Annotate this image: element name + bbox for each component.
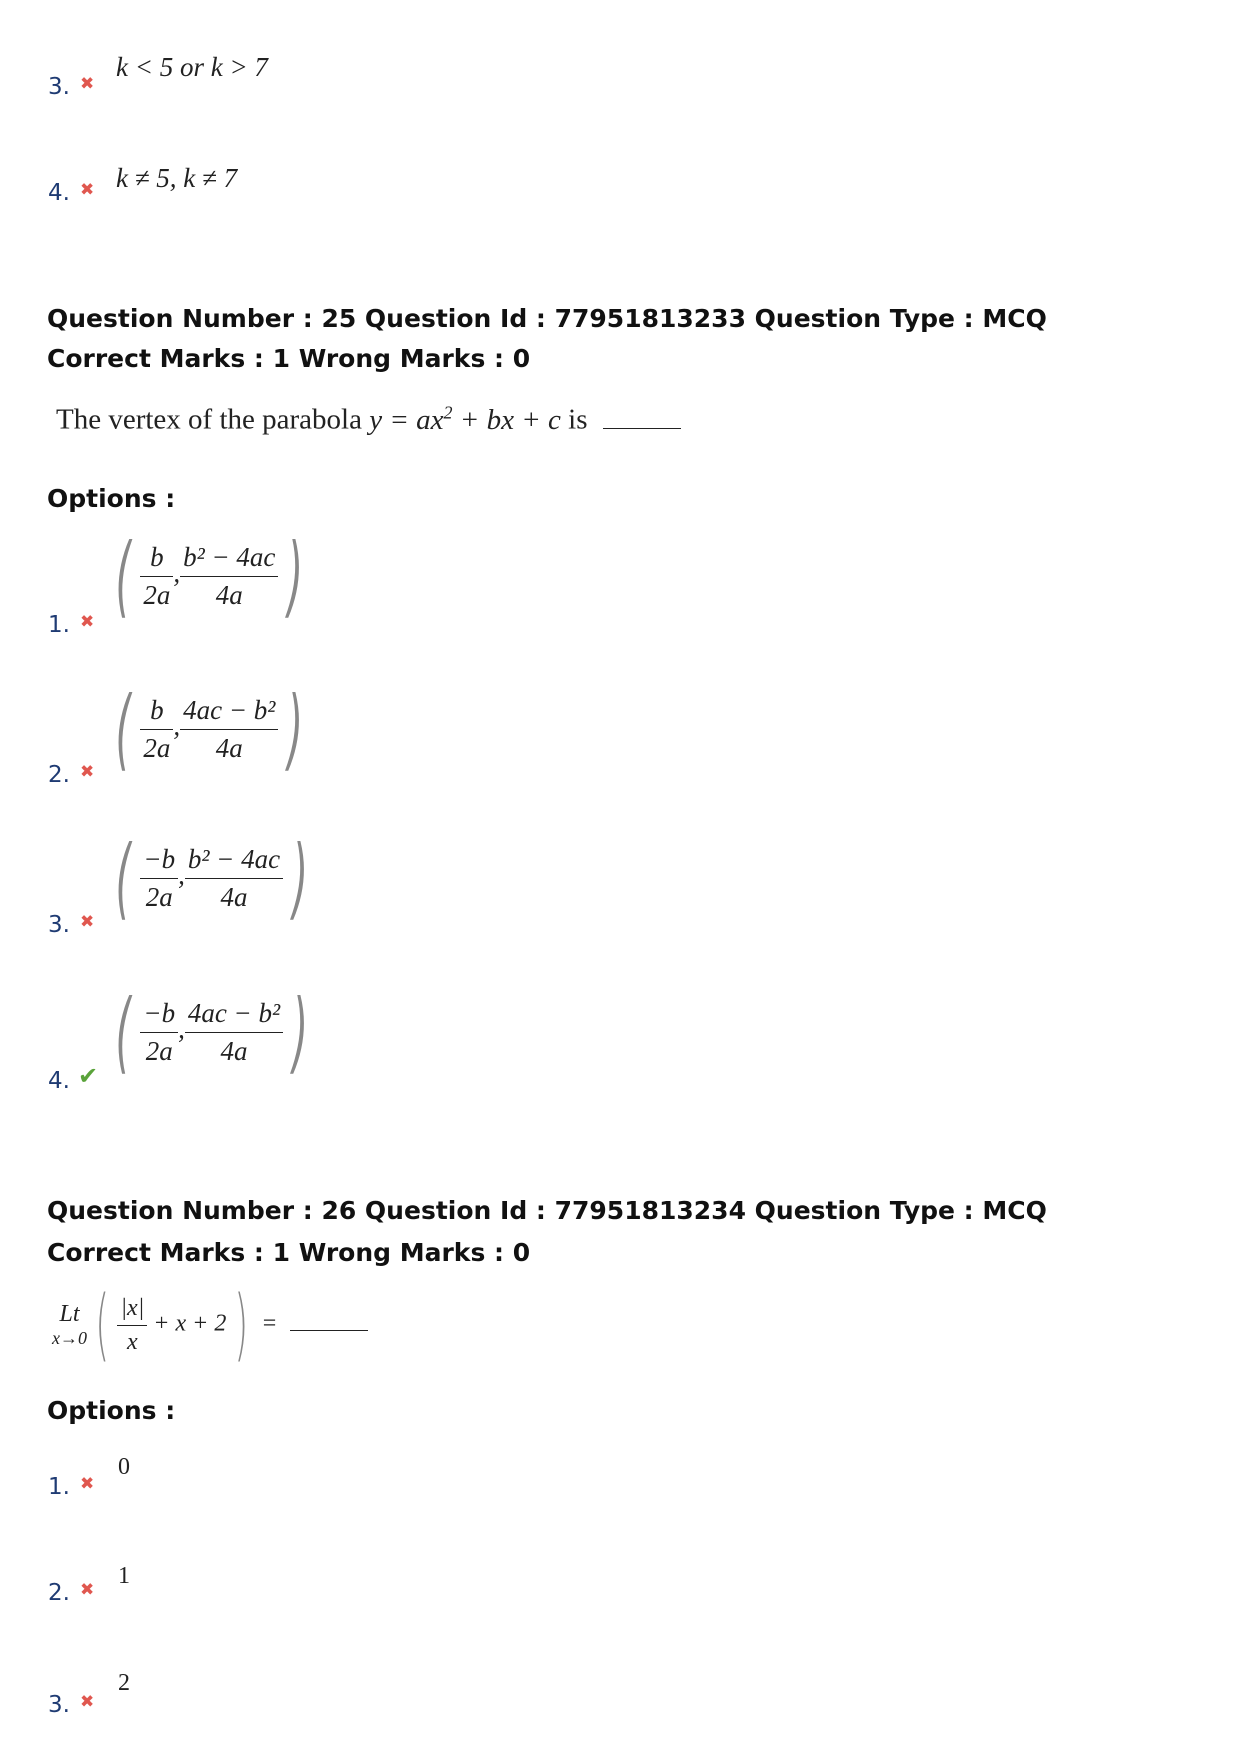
option-expression: ( $\frac{b}{2a}$ , $\frac{\text{4ac − b²}}{4a}$ ) (115, 677, 304, 780)
fraction-denominator: x (127, 1328, 138, 1355)
option-number: 2. (48, 1580, 70, 1606)
question-suffix: is (568, 403, 588, 436)
option-text: 0 (118, 1454, 130, 1480)
x-numerator: b (140, 695, 173, 730)
option-number: 1. (48, 612, 70, 638)
y-numerator: b² − 4ac (180, 542, 278, 577)
equals-sign: = (262, 1310, 277, 1337)
question-header: Question Number : 26 Question Id : 77951813234 Question Type : MCQ (47, 1196, 1047, 1225)
y-denominator: 4a (220, 881, 248, 912)
limit-label: Lt (59, 1301, 80, 1327)
cross-icon: ✖ (80, 762, 95, 782)
x-denominator: 2a (143, 732, 171, 763)
marks-header: Correct Marks : 1 Wrong Marks : 0 (47, 1238, 531, 1267)
option-number: 2. (48, 762, 70, 788)
y-denominator: 4a (215, 579, 243, 610)
question-text: Lt x→0 ( $\frac{|x|}{x}$ + x + 2 ) = (52, 1286, 368, 1364)
question-text (56, 402, 681, 437)
option-text: 2 (118, 1670, 130, 1696)
answer-blank (290, 1330, 368, 1331)
question-prefix: The vertex of the parabola (56, 403, 362, 436)
cross-icon: ✖ (80, 1474, 95, 1494)
options-label: Options : (47, 1396, 176, 1425)
y-numerator: 4ac − b² (180, 695, 278, 730)
expression-tail: + x + 2 (153, 1310, 227, 1337)
option-expression: ( $\frac{b}{2a}$ , $\frac{\text{b² − 4ac}}{4a}$ ) (115, 524, 304, 627)
answer-blank (603, 428, 681, 429)
option-text: 1 (118, 1563, 130, 1589)
cross-icon: ✖ (80, 912, 95, 932)
x-numerator: −b (140, 998, 178, 1033)
cross-icon: ✖ (80, 612, 95, 632)
x-denominator: 2a (145, 881, 173, 912)
cross-icon: ✖ (80, 180, 95, 200)
x-numerator: −b (140, 844, 178, 879)
option-text: k < 5 or k > 7 (116, 52, 268, 82)
x-numerator: b (140, 542, 173, 577)
limit-operator (52, 1301, 87, 1349)
option-number: 4. (48, 1068, 70, 1094)
option-number: 3. (48, 1692, 70, 1718)
limit-subscript: x→0 (52, 1328, 87, 1348)
option-number: 3. (48, 912, 70, 938)
y-denominator: 4a (220, 1035, 248, 1066)
option-expression: ( $\frac{-b}{2a}$ , $\frac{\text{4ac − b²}}{4a}$ ) (115, 980, 309, 1083)
check-icon: ✔ (78, 1062, 99, 1090)
parabola-equation: $y = ax^2$ + bx + c (369, 402, 561, 436)
option-number: 3. (48, 74, 70, 100)
option-text: k ≠ 5, k ≠ 7 (116, 163, 238, 193)
options-label: Options : (47, 484, 176, 513)
marks-header: Correct Marks : 1 Wrong Marks : 0 (47, 344, 531, 373)
question-header: Question Number : 25 Question Id : 77951813233 Question Type : MCQ (47, 304, 1047, 333)
cross-icon: ✖ (80, 1580, 95, 1600)
option-expression: ( $\frac{-b}{2a}$ , $\frac{\text{b² − 4ac}}{4a}$ ) (115, 826, 309, 929)
option-number: 4. (48, 180, 70, 206)
y-denominator: 4a (215, 732, 243, 763)
x-denominator: 2a (143, 579, 171, 610)
cross-icon: ✖ (80, 74, 95, 94)
x-denominator: 2a (145, 1035, 173, 1066)
option-number: 1. (48, 1474, 70, 1500)
y-numerator: b² − 4ac (185, 844, 283, 879)
y-numerator: 4ac − b² (185, 998, 283, 1033)
fraction-numerator: |x| (117, 1295, 147, 1326)
cross-icon: ✖ (80, 1692, 95, 1712)
